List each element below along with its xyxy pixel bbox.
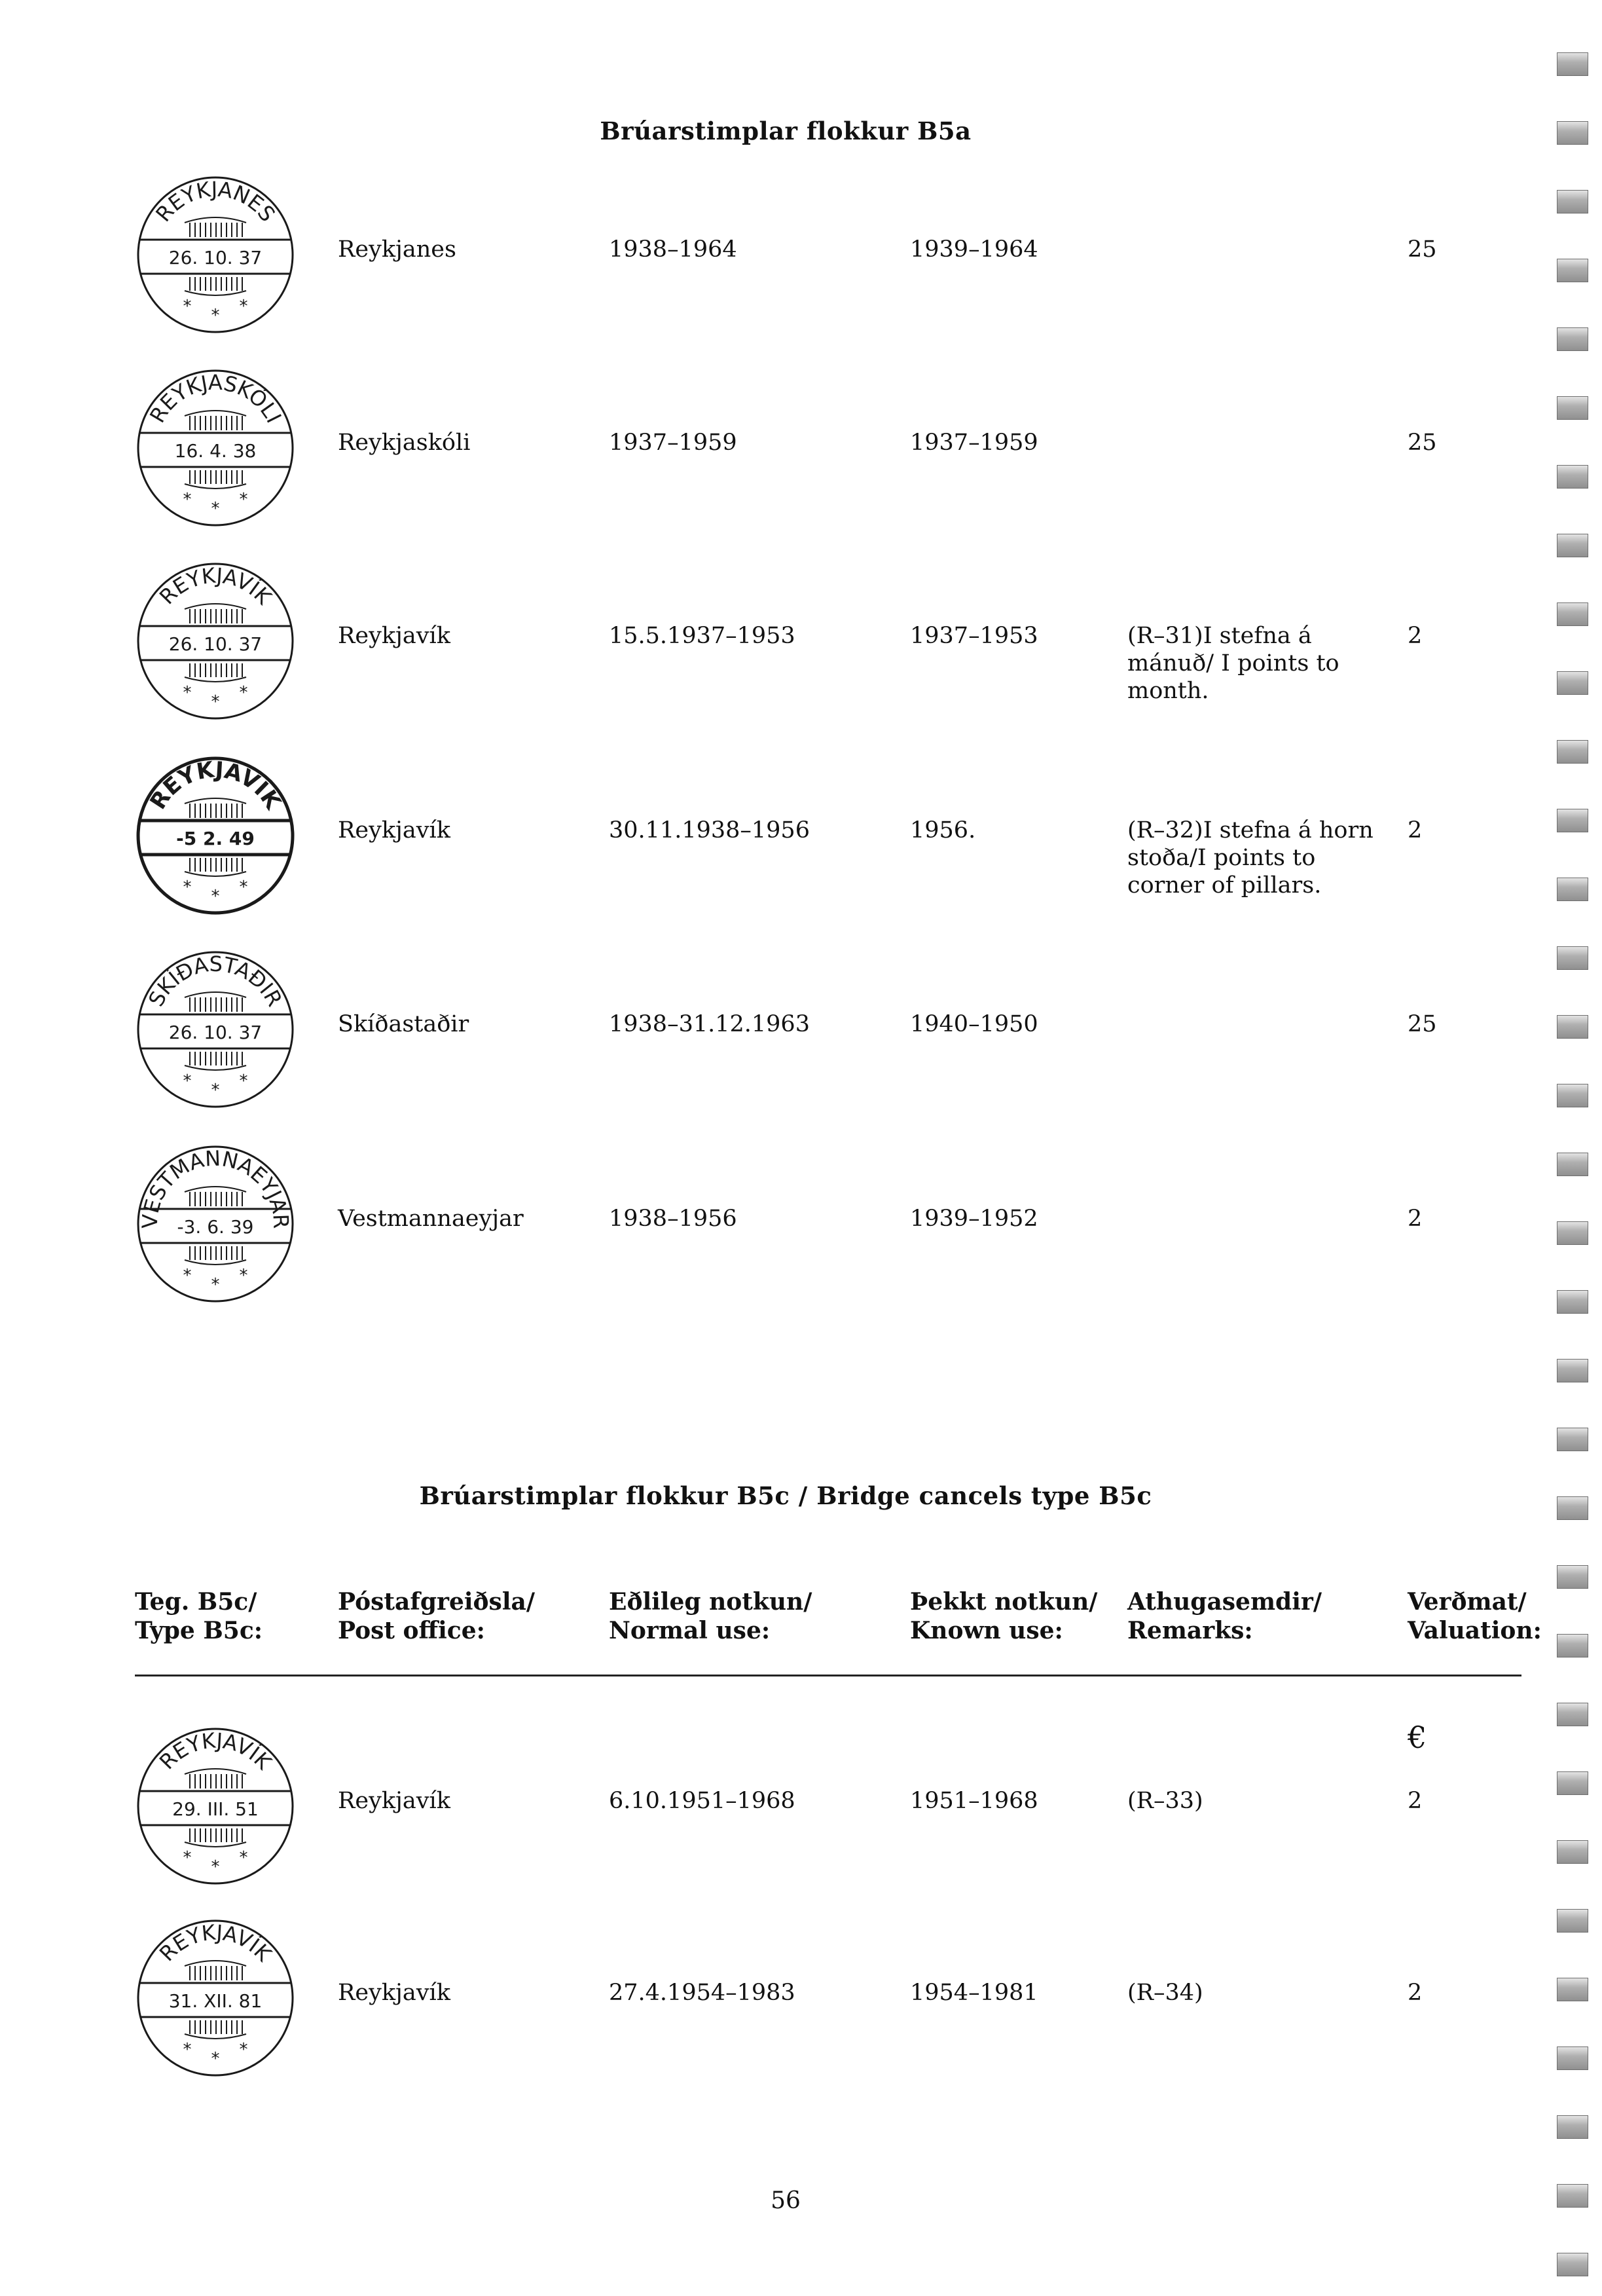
remarks-cell: (R–34) — [1127, 1980, 1203, 2006]
header-known-line2: Known use: — [910, 1617, 1063, 1644]
bridge-cancel-stamp — [130, 1138, 301, 1310]
binding-hole-icon — [1557, 671, 1588, 695]
normal-use-cell: 27.4.1954–1983 — [609, 1980, 795, 2006]
section-title-b5a: Brúarstimplar flokkur B5a — [600, 117, 972, 145]
header-remarks-line2: Remarks: — [1127, 1617, 1253, 1644]
star-icon: * — [183, 297, 192, 316]
remarks-cell: (R–33) — [1127, 1788, 1203, 1814]
header-normal-line1: Eðlileg notkun/ — [609, 1588, 812, 1616]
header-office-line2: Post office: — [338, 1617, 485, 1644]
binding-hole-icon — [1557, 465, 1588, 489]
valuation-cell: 25 — [1408, 1011, 1437, 1037]
currency-symbol: € — [1408, 1720, 1427, 1755]
post-office-cell: Reykjanes — [338, 236, 456, 263]
binding-hole-icon — [1557, 259, 1588, 282]
known-use-cell: 1951–1968 — [910, 1788, 1038, 1814]
binding-hole-icon — [1557, 396, 1588, 420]
normal-use-cell: 15.5.1937–1953 — [609, 623, 795, 649]
normal-use-cell: 30.11.1938–1956 — [609, 817, 810, 843]
binding-hole-icon — [1557, 1015, 1588, 1039]
stamp-place-name-text: SKÍÐASTAÐIR — [143, 951, 287, 1011]
post-office-cell: Reykjavík — [338, 623, 450, 649]
header-valuation-line2: Valuation: — [1408, 1617, 1542, 1644]
stamp-date: 26. 10. 37 — [168, 247, 263, 268]
binding-hole-icon — [1557, 1290, 1588, 1314]
stamp-date: -3. 6. 39 — [177, 1216, 254, 1238]
star-icon: * — [183, 1071, 192, 1091]
binding-hole-icon — [1557, 52, 1588, 76]
stamp-place-name-text: REYKJAVÍK — [155, 1919, 277, 1967]
header-normal-use — [609, 1587, 812, 1645]
stamp-place-name — [155, 563, 277, 610]
binding-hole-icon — [1557, 1359, 1588, 1382]
valuation-cell: 25 — [1408, 236, 1437, 263]
known-use-cell: 1937–1953 — [910, 623, 1038, 649]
star-icon: * — [239, 490, 248, 509]
binding-hole-icon — [1557, 2115, 1588, 2139]
stamp-place-name — [143, 952, 287, 1010]
stamp-date: 29. III. 51 — [172, 1798, 259, 1820]
binding-hole-icon — [1557, 878, 1588, 901]
star-icon: * — [183, 878, 192, 897]
star-icon: * — [183, 490, 192, 509]
header-valuation — [1408, 1587, 1542, 1645]
valuation-cell: 2 — [1408, 1206, 1423, 1232]
bridge-cancel-stamp — [130, 1912, 301, 2084]
post-office-cell: Reykjaskóli — [338, 430, 471, 456]
post-office-cell: Vestmannaeyjar — [338, 1206, 524, 1232]
star-icon: * — [239, 878, 248, 897]
page-number: 56 — [771, 2187, 801, 2214]
stamp-date: -5 2. 49 — [176, 828, 255, 849]
remarks-cell: (R–31)I stefna á mánuð/ I points to month. — [1127, 623, 1339, 704]
remarks-cell: (R–32)I stefna á horn stoða/I points to corner of pillars. — [1127, 817, 1374, 898]
stamp-date: 16. 4. 38 — [174, 440, 257, 462]
normal-use-cell: 1938–1964 — [609, 236, 737, 263]
normal-use-cell: 6.10.1951–1968 — [609, 1788, 795, 1814]
star-icon: * — [183, 2040, 192, 2060]
stamp-place-name — [155, 1919, 277, 1967]
bridge-cancel-stamp — [130, 944, 301, 1115]
stamp-place-name — [155, 1728, 277, 1775]
known-use-cell: 1940–1950 — [910, 1011, 1038, 1037]
binding-hole-icon — [1557, 1428, 1588, 1451]
stamp-place-name-text: VESTMANNAEYJAR — [137, 1145, 294, 1229]
post-office-cell: Reykjavík — [338, 1788, 450, 1814]
star-icon: * — [211, 1857, 220, 1877]
header-known-use — [910, 1587, 1097, 1645]
valuation-cell: 2 — [1408, 623, 1423, 649]
binding-hole-icon — [1557, 1909, 1588, 1933]
header-office — [338, 1587, 535, 1645]
star-icon: * — [239, 1071, 248, 1091]
stamp-date: 31. XII. 81 — [168, 1990, 263, 2012]
stamp-place-name-text: REYKJAVÍK — [145, 756, 286, 815]
normal-use-cell: 1938–1956 — [609, 1206, 737, 1232]
star-icon: * — [183, 1266, 192, 1286]
header-valuation-line1: Verðmat/ — [1408, 1588, 1527, 1616]
bridge-cancel-stamp — [130, 555, 301, 727]
known-use-cell: 1954–1981 — [910, 1980, 1038, 2006]
binding-hole-icon — [1557, 602, 1588, 626]
binding-hole-icon — [1557, 1703, 1588, 1726]
binding-hole-icon — [1557, 2253, 1588, 2276]
binding-hole-icon — [1557, 1221, 1588, 1245]
binding-hole-icon — [1557, 1771, 1588, 1795]
binding-hole-icon — [1557, 190, 1588, 213]
binding-hole-icon — [1557, 2046, 1588, 2070]
binding-hole-icon — [1557, 327, 1588, 351]
stamp-place-name — [151, 177, 280, 227]
star-icon: * — [211, 499, 220, 519]
header-office-line1: Póstafgreiðsla/ — [338, 1588, 535, 1616]
header-type-line1: Teg. B5c/ — [135, 1588, 257, 1616]
known-use-cell: 1937–1959 — [910, 430, 1038, 456]
binding-hole-icon — [1557, 1840, 1588, 1864]
binding-hole-icon — [1557, 1978, 1588, 2001]
spiral-binding — [1557, 0, 1590, 2296]
binding-hole-icon — [1557, 1634, 1588, 1657]
section-title-b5c: Brúarstimplar flokkur B5c / Bridge cancels type B5c — [419, 1481, 1152, 1510]
header-normal-line2: Normal use: — [609, 1617, 771, 1644]
binding-hole-icon — [1557, 1153, 1588, 1176]
stamp-place-name-text: REYKJAVÍK — [155, 1728, 277, 1775]
stamp-place-name-text: REYKJANES — [151, 176, 280, 227]
binding-hole-icon — [1557, 1084, 1588, 1107]
star-icon: * — [211, 692, 220, 712]
binding-hole-icon — [1557, 1496, 1588, 1520]
known-use-cell: 1956. — [910, 817, 976, 843]
binding-hole-icon — [1557, 121, 1588, 145]
post-office-cell: Reykjavík — [338, 1980, 450, 2006]
stamp-place-name-text: REYKJAVÍK — [155, 563, 277, 610]
stamp-date: 26. 10. 37 — [168, 633, 263, 655]
star-icon: * — [183, 683, 192, 703]
binding-hole-icon — [1557, 809, 1588, 832]
bridge-cancel-stamp — [130, 169, 301, 341]
bridge-cancel-stamp — [130, 1720, 301, 1892]
header-type-line2: Type B5c: — [135, 1617, 263, 1644]
header-known-line1: Þekkt notkun/ — [910, 1588, 1098, 1616]
valuation-cell: 2 — [1408, 1788, 1423, 1814]
star-icon: * — [211, 2049, 220, 2069]
valuation-cell: 25 — [1408, 430, 1437, 456]
known-use-cell: 1939–1964 — [910, 236, 1038, 263]
binding-hole-icon — [1557, 534, 1588, 557]
stamp-date: 26. 10. 37 — [168, 1022, 263, 1043]
binding-hole-icon — [1557, 2184, 1588, 2208]
star-icon: * — [239, 683, 248, 703]
header-type — [135, 1587, 263, 1645]
star-icon: * — [239, 1266, 248, 1286]
star-icon: * — [239, 1848, 248, 1868]
star-icon: * — [211, 887, 220, 906]
header-remarks-line1: Athugasemdir/ — [1127, 1588, 1322, 1616]
star-icon: * — [239, 297, 248, 316]
star-icon: * — [211, 1275, 220, 1295]
post-office-cell: Reykjavík — [338, 817, 450, 843]
bridge-cancel-stamp — [130, 750, 301, 921]
binding-hole-icon — [1557, 946, 1588, 970]
valuation-cell: 2 — [1408, 1980, 1423, 2006]
bridge-cancel-stamp — [130, 362, 301, 534]
binding-hole-icon — [1557, 1565, 1588, 1589]
normal-use-cell: 1938–31.12.1963 — [609, 1011, 810, 1037]
binding-hole-icon — [1557, 740, 1588, 764]
header-remarks — [1127, 1587, 1322, 1645]
known-use-cell: 1939–1952 — [910, 1206, 1038, 1232]
stamp-place-name-text: REYKJASKÓLI — [145, 369, 287, 428]
normal-use-cell: 1937–1959 — [609, 430, 737, 456]
star-icon: * — [239, 2040, 248, 2060]
star-icon: * — [211, 1081, 220, 1100]
post-office-cell: Skíðastaðir — [338, 1011, 469, 1037]
star-icon: * — [183, 1848, 192, 1868]
header-divider — [135, 1675, 1521, 1676]
star-icon: * — [211, 306, 220, 325]
valuation-cell: 2 — [1408, 817, 1423, 843]
